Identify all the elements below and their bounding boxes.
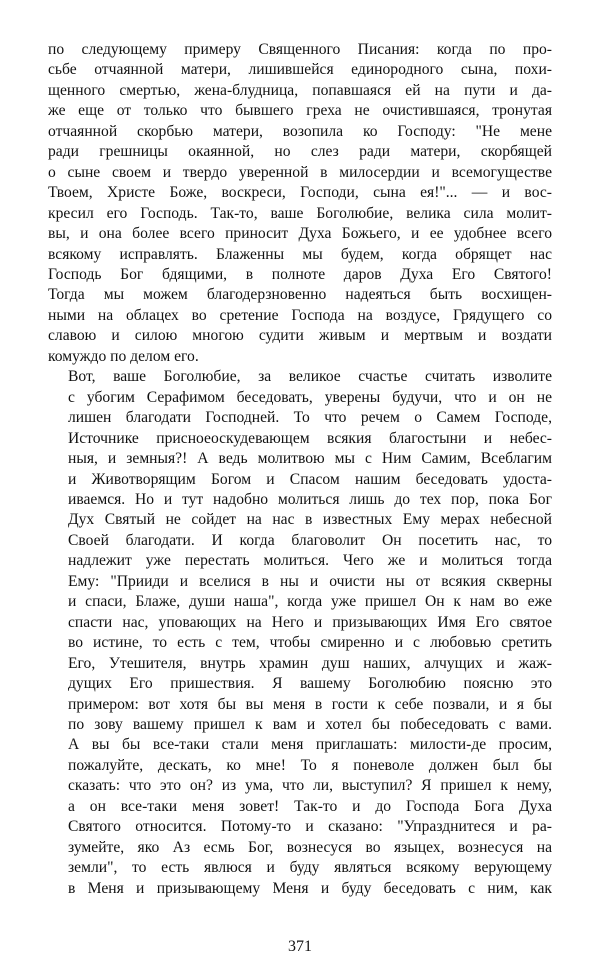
text-line: сказать: что это он? из ума, что ли, выступил? Я пришел к нему, (68, 777, 552, 795)
text-line: дущих Его пришествия. Я вашему Боголюбию поясню это (68, 675, 552, 693)
text-line: Ему: "Прииди и вселися в ны и очисти ны от всякия скверны (68, 572, 552, 590)
body-text (48, 40, 552, 900)
text-line: славою и силою многою судити живым и мертвым и воздати (48, 327, 552, 345)
text-line: комуждо по делом его. (48, 347, 199, 365)
text-line: Источнике присноеоскудевающем всякия благостыни и небес- (68, 429, 552, 447)
text-line: во истине, то есть с тем, чтобы смиренно и с любовью сретить (68, 634, 552, 652)
text-line: Господь Бог бдящими, в полноте даров Духа Его Святого! (48, 265, 552, 283)
page-body (48, 40, 552, 900)
text-line: лишен благодати Господней. То что речем о Самем Господе, (68, 409, 552, 427)
text-line: А вы бы все-таки стали меня приглашать: милости-де просим, (68, 736, 552, 754)
text-line: зумейте, яко Аз есмь Бог, вознесуся во языцех, вознесуся на (68, 838, 552, 856)
text-line: ныя, и земныя?! А ведь молитвою мы с Ним Самим, Всеблагим (68, 450, 552, 468)
text-line: всякому исправлять. Блаженны мы будем, когда обрящет нас (48, 245, 552, 263)
page-number: 371 (288, 938, 312, 955)
text-line: ради грешницы окаянной, но слез ради матери, скорбящей (48, 143, 552, 161)
text-line: сьбе отчаянной матери, лишившейся единородного сына, похи- (48, 61, 552, 79)
text-line: спасти нас, уповающих на Него и призывающих Имя Его святое (68, 613, 552, 631)
text-line: отчаянной скорбью матери, возопила ко Господу: "Не мене (48, 122, 552, 140)
text-line: примером: вот хотя бы вы меня в гости к себе позвали, и я бы (68, 695, 552, 713)
paragraph (48, 40, 552, 367)
text-line: иваемся. Но и тут надобно молиться лишь до тех пор, пока Бог (68, 490, 552, 508)
text-line (48, 899, 552, 900)
text-line: Твоем, Христе Боже, воскреси, Господи, сына ея!"... — и вос- (48, 184, 552, 202)
text-line: кресил его Господь. Так-то, ваше Боголюбие, велика сила молит- (48, 204, 552, 222)
text-line: ными на облацех во сретение Господа на воздусе, Грядущего со (48, 306, 552, 324)
text-line: Своей благодати. И когда благоволит Он посетить нас, то (68, 531, 552, 549)
text-line: Его, Утешителя, внутрь храмин душ наших, алчущих и жаж- (68, 654, 552, 672)
text-line: а он все-таки меня зовет! Так-то и до Господа Бога Духа (68, 797, 552, 815)
text-line: Тогда мы можем благодерзновенно надеяться быть восхищен- (48, 286, 552, 304)
text-line: щенного смертью, жена-блудница, попавшаяся ей на пути и да- (48, 81, 552, 99)
text-line: вы, и она более всего приносит Духа Божьего, и ее удобнее всего (48, 225, 552, 243)
text-line: о сыне своем и твердо уверенной в милосердии и всемогуществе (48, 163, 552, 181)
text-line: Святого относится. Потому-то и сказано: "Упразднитеся и ра- (68, 818, 552, 836)
text-line: пожалуйте, дескать, ко мне! То я поневоле должен был бы (68, 756, 552, 774)
text-line: по следующему примеру Священного Писания: когда по про- (48, 41, 552, 58)
text-line: и Животворящим Богом и Спасом нашим беседовать удоста- (68, 470, 552, 488)
text-line: Дух Святый не сойдет на нас в известных Ему мерах небесной (68, 511, 552, 529)
text-line: надлежит уже перестать молиться. Чего же и молиться тогда (68, 552, 552, 570)
text-line: земли", то есть явлюся и буду являться всякому верующему (68, 859, 552, 877)
paragraph (48, 367, 552, 900)
text-line: с убогим Серафимом беседовать, уверены будучи, что и он не (68, 388, 552, 406)
text-line: в Меня и призывающему Меня и буду беседовать с ним, как (68, 879, 552, 897)
text-line: по зову вашему пришел к вам и хотел бы побеседовать с вами. (68, 715, 552, 733)
text-line: и спаси, Блаже, души наша", когда уже пришел Он к нам во еже (68, 593, 552, 611)
text-line: Вот, ваше Боголюбие, за великое счастье считать изволите (68, 368, 552, 386)
text-line: же еще от только что бывшего греха не очистившаяся, тронутая (48, 102, 552, 120)
